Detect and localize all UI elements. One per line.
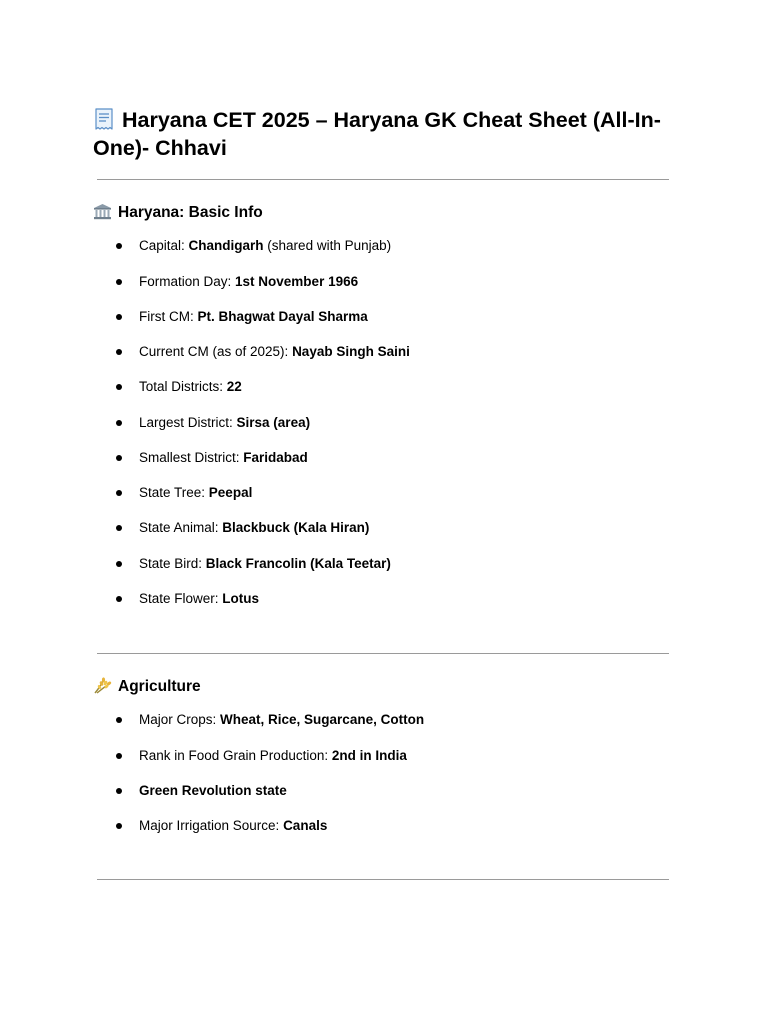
bullet [116, 490, 122, 496]
bullet [116, 788, 122, 794]
page-title-text: Haryana CET 2025 – Haryana GK Cheat Sheet (All-In-One)- Chhavi [93, 108, 661, 160]
bullet [116, 384, 122, 390]
item-label: State Tree: [139, 485, 209, 500]
bullet [116, 314, 122, 320]
sheaf-of-rice-icon [93, 677, 112, 694]
item-suffix: (shared with Punjab) [263, 238, 392, 253]
section-heading-text: Haryana: Basic Info [118, 204, 263, 221]
item-value: 22 [226, 379, 242, 394]
item-value: Green Revolution state [139, 782, 287, 798]
receipt-icon [93, 108, 115, 130]
bullet [116, 596, 122, 602]
bullet [116, 349, 122, 355]
item-label: State Animal: [139, 520, 223, 535]
bullet [116, 561, 122, 567]
section-heading-basic-info [93, 203, 263, 223]
bullet [116, 823, 122, 829]
divider [97, 879, 669, 880]
item-value: Nayab Singh Saini [292, 344, 410, 359]
item-label: State Flower: [139, 591, 223, 606]
bullet [116, 717, 122, 723]
divider [97, 653, 669, 654]
item-label: First CM: [139, 308, 198, 324]
divider [97, 179, 669, 180]
item-label: Major Crops: [139, 712, 221, 727]
item-value: Blackbuck (Kala Hiran) [222, 520, 370, 535]
item-label: Smallest District: [139, 449, 244, 465]
item-value: Wheat, Rice, Sugarcane, Cotton [220, 712, 425, 727]
item-value: Black Francolin (Kala Teetar) [205, 556, 391, 571]
item-label: State Bird: [139, 556, 206, 571]
item-label: Capital: [139, 238, 189, 253]
item-label: Current CM (as of 2025): [139, 344, 293, 359]
item-label: Total Districts: [139, 379, 227, 394]
bullet [116, 455, 122, 461]
item-label: Rank in Food Grain Production: [139, 747, 332, 763]
item-value: Canals [283, 818, 328, 833]
page-title [93, 106, 693, 162]
item-value: Faridabad [243, 449, 308, 465]
item-label: Major Irrigation Source: [139, 818, 284, 833]
bullet [116, 525, 122, 531]
item-value: Lotus [222, 591, 260, 606]
item-value: Chandigarh [188, 238, 264, 253]
item-value: Sirsa (area) [236, 414, 311, 430]
item-value: Pt. Bhagwat Dayal Sharma [197, 308, 368, 324]
item-label: Largest District: [139, 414, 237, 430]
bullet [116, 243, 122, 249]
bullet [116, 420, 122, 426]
bullet [116, 279, 122, 285]
item-label: Formation Day: [139, 273, 236, 289]
classical-building-icon [93, 203, 112, 220]
section-heading-text: Agriculture [118, 678, 201, 695]
item-value: 2nd in India [331, 747, 407, 763]
section-heading-agriculture [93, 677, 201, 697]
bullet [116, 753, 122, 759]
item-value: 1st November 1966 [235, 273, 359, 289]
item-value: Peepal [208, 485, 253, 500]
